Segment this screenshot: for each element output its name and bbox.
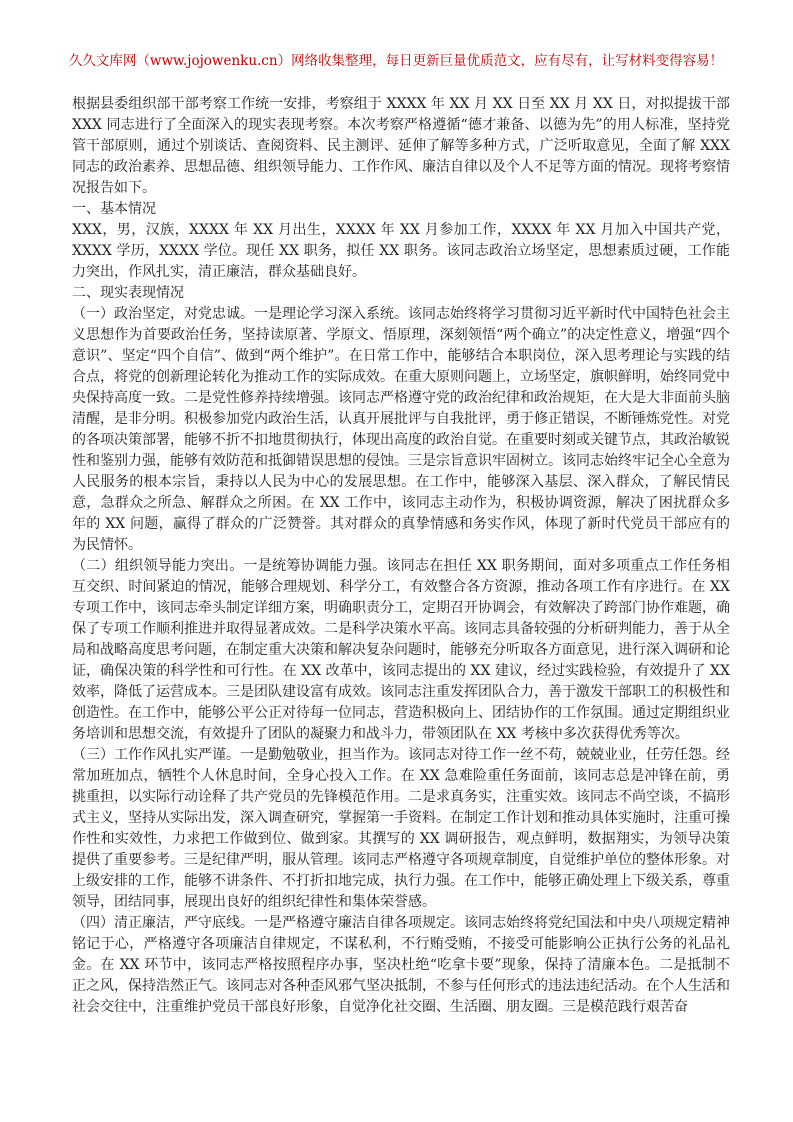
subsection-political-loyalty-paragraph: （一）政治坚定，对党忠诚。一是理论学习深入系统。该同志始终将学习贯彻习近平新时代中国特色社会主义思想作为首要政治任务，坚持读原著、学原文、悟原理，深刻领悟“两个确立”的决定性意义，增强“四个意识”、坚定“四个自信”、做到“两个维护”。在日常工作中，能够结合本职岗位，深入思考理论与实践的结合点，将党的创新理论转化为推动工作的实际成效。在重大原则问题上，立场坚定，旗帜鲜明，始终同党中央保持高度一致。二是党性修养持续增强。该同志严格遵守党的政治纪律和政治规矩，在大是大非面前头脑清醒，是非分明。积极参加党内政治生活，认真开展批评与自我批评，勇于修正错误，不断锤炼党性。对党的各项决策部署，能够不折不扣地贯彻执行，体现出高度的政治自觉。在重要时刻或关键节点，其政治敏锐性和鉴别力强，能够有效防范和抵御错误思想的侵蚀。三是宗旨意识牢固树立。该同志始终牢记全心全意为人民服务的根本宗旨，秉持以人民为中心的发展思想。在工作中，能够深入基层、深入群众，了解民情民意，急群众之所急、解群众之所困。在 XX 工作中，该同志主动作为，积极协调资源，解决了困扰群众多年的 XX 问题，赢得了群众的广泛赞誉。其对群众的真挚情感和务实作风，体现了新时代党员干部应有的为民情怀。 — [72, 306, 730, 553]
document-body — [72, 94, 730, 1018]
section-heading-basic-info: 一、基本情况 — [72, 201, 156, 217]
site-watermark-header: 久久文库网（www.jojowenku.cn）网络收集整理，每日更新巨量优质范文，应有尽有，让写材料变得容易！ — [68, 53, 724, 69]
subsection-leadership-paragraph: （二）组织领导能力突出。一是统筹协调能力强。该同志在担任 XX 职务期间，面对多项重点工作任务相互交织、时间紧迫的情况，能够合理规划、科学分工，有效整合各方资源，推动各项工作有序进行。在 XX 专项工作中，该同志牵头制定详细方案，明确职责分工，定期召开协调会，有效解决了跨部门协作难题，确保了专项工作顺利推进并取得显著成效。二是科学决策水平高。该同志具备较强的分析研判能力，善于从全局和战略高度思考问题，在制定重大决策和解决复杂问题时，能够充分听取各方面意见，进行深入调研和论证，确保决策的科学性和可行性。在 XX 改革中，该同志提出的 XX 建议，经过实践检验，有效提升了 XX 效率，降低了运营成本。三是团队建设富有成效。该同志注重发挥团队合力，善于激发干部职工的积极性和创造性。在工作中，能够公平公正对待每一位同志，营造积极向上、团结协作的工作氛围。通过定期组织业务培训和思想交流，有效提升了团队的凝聚力和战斗力，带领团队在 XX 考核中多次获得优秀等次。 — [72, 558, 730, 742]
subsection-integrity-paragraph: （四）清正廉洁，严守底线。一是严格遵守廉洁自律各项规定。该同志始终将党纪国法和中央八项规定精神铭记于心，严格遵守各项廉洁自律规定，不谋私利，不行贿受贿，不接受可能影响公正执行公务的礼品礼金。在 XX 环节中，该同志严格按照程序办事，坚决杜绝“吃拿卡要”现象，保持了清廉本色。二是抵制不正之风，保持浩然正气。该同志对各种歪风邪气坚决抵制，不参与任何形式的违法违纪活动。在个人生活和社会交往中，注重维护党员干部良好形象，自觉净化社交圈、生活圈、朋友圈。三是模范践行艰苦奋 — [72, 915, 730, 1015]
section-heading-performance: 二、现实表现情况 — [72, 285, 184, 301]
basic-info-paragraph: XXX，男，汉族，XXXX 年 XX 月出生，XXXX 年 XX 月参加工作，XXXX 年 XX 月加入中国共产党，XXXX 学历，XXXX 学位。现任 XX 职务，拟任 XX 职务。该同志政治立场坚定，思想素质过硬，工作能力突出，作风扎实，清正廉洁，群众基础良好。 — [72, 222, 730, 280]
subsection-work-style-paragraph: （三）工作作风扎实严谨。一是勤勉敬业，担当作为。该同志对待工作一丝不苟，兢兢业业，任劳任怨。经常加班加点，牺牲个人休息时间，全身心投入工作。在 XX 急难险重任务面前，该同志总是冲锋在前，勇挑重担，以实际行动诠释了共产党员的先锋模范作用。二是求真务实，注重实效。该同志不尚空谈，不搞形式主义，坚持从实际出发，深入调查研究，掌握第一手资料。在制定工作计划和推动具体实施时，注重可操作性和实效性，力求把工作做到位、做到家。其撰写的 XX 调研报告，观点鲜明，数据翔实，为领导决策提供了重要参考。三是纪律严明，服从管理。该同志严格遵守各项规章制度，自觉维护单位的整体形象。对上级安排的工作，能够不讲条件、不打折扣地完成，执行力强。在工作中，能够正确处理上下级关系，尊重领导，团结同事，展现出良好的组织纪律性和集体荣誉感。 — [72, 747, 730, 910]
intro-paragraph: 根据县委组织部干部考察工作统一安排，考察组于 XXXX 年 XX 月 XX 日至 XX 月 XX 日，对拟提拔干部 XXX 同志进行了全面深入的现实表现考察。本次考察严格遵循“德才兼备、以德为先”的用人标准，坚持党管干部原则，通过个别谈话、查阅资料、民主测评、延伸了解等多种方式，广泛听取意见，全面了解 XXX 同志的政治素养、思想品德、组织领导能力、工作作风、廉洁自律以及个人不足等方面的情况。现将考察情况报告如下。 — [72, 96, 730, 196]
